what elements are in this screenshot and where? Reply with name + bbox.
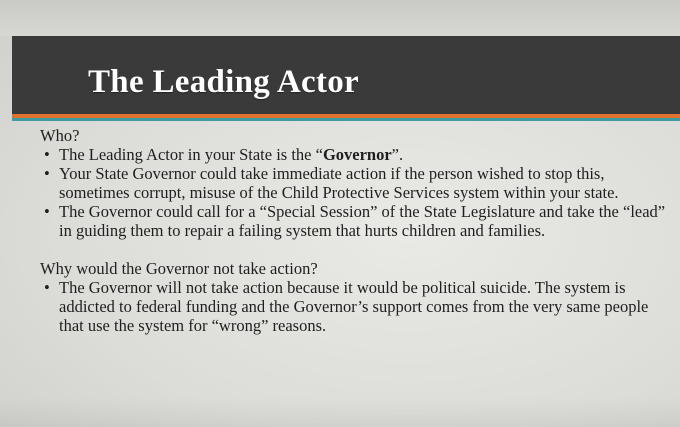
- bullet-leading-actor-bold: Governor: [322, 145, 392, 164]
- section-heading-why: Why would the Governor not take action?: [40, 259, 318, 278]
- bullet-leading-actor-post: ”.: [391, 145, 404, 164]
- bullet-political-suicide: • The Governor will not take action because it would be political suicide. The system is addicted to federal funding and the Governor’s support comes from the very same people that use the system for “wrong” reasons.: [40, 278, 670, 335]
- screen-bottom-shade: [0, 397, 680, 427]
- bullet-special-session: • The Governor could call for a “Special Session” of the State Legislature and take the “lead” in guiding them to repair a failing system that hurts children and families.: [40, 202, 670, 240]
- who-bullet-list: [40, 145, 670, 240]
- bullet-leading-actor-pre: The Leading Actor in your State is the “: [59, 145, 323, 164]
- slide-title: The Leading Actor: [88, 64, 359, 100]
- monitor-top-area: [0, 0, 680, 36]
- bullet-immediate-action: • Your State Governor could take immediate action if the person wished to stop this, sometimes corrupt, misuse of the Child Protective Services system within your state.: [40, 164, 670, 202]
- section-spacer: [40, 240, 670, 259]
- bullet-leading-actor: [40, 145, 670, 164]
- slide-body: [40, 126, 670, 335]
- accent-stripe-teal: [12, 118, 680, 121]
- section-heading-who: Who?: [40, 126, 80, 145]
- why-bullet-list: [40, 278, 670, 335]
